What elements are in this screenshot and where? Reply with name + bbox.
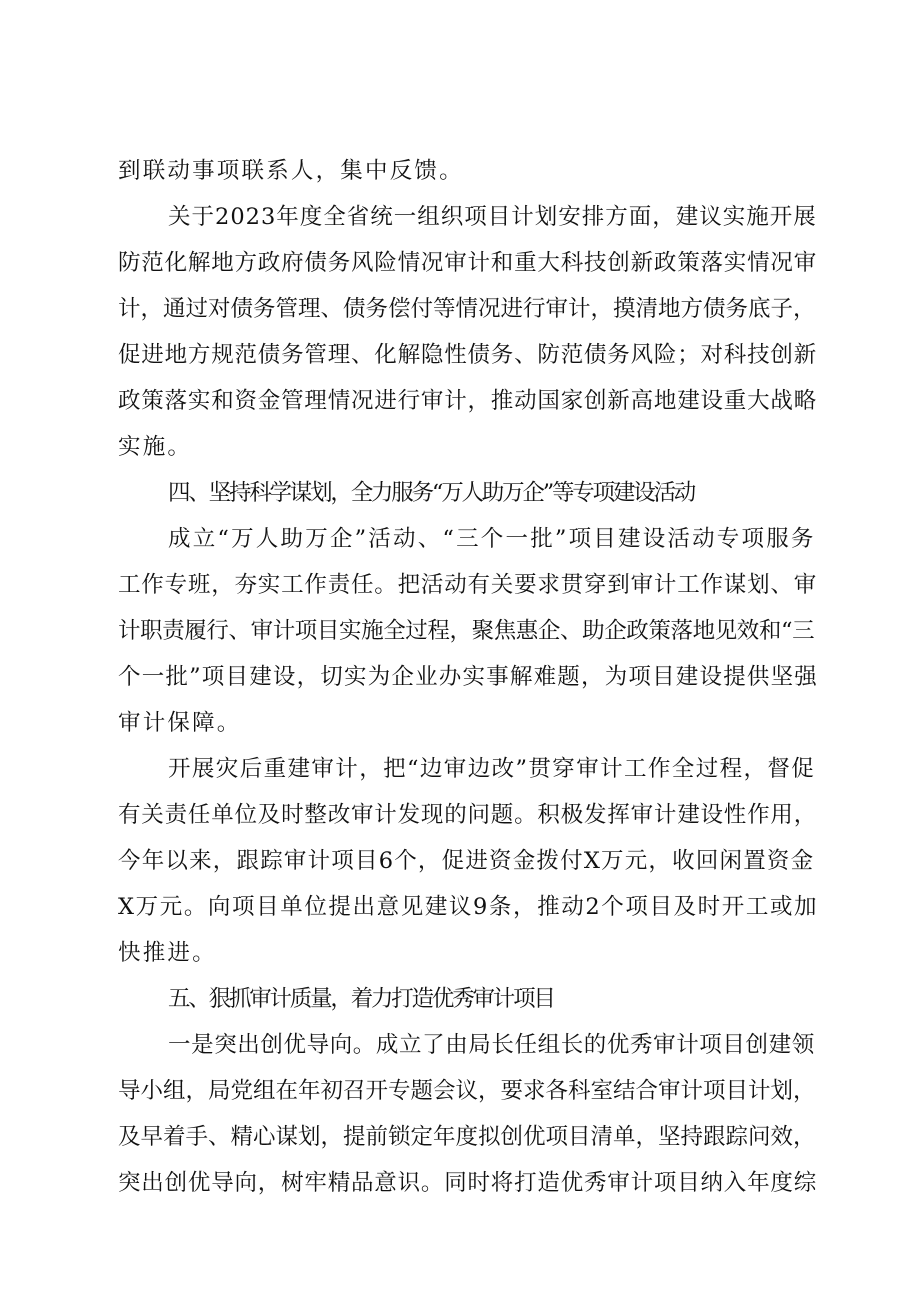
text-line: 实施。 [118, 434, 193, 460]
paragraph-start: 关于2023年度全省统一组织项目计划安排方面，建议实施开展 [168, 204, 817, 230]
text-line: 防范化解地方政府债务风险情况审计和重大科技创新政策落实情况审 [118, 250, 818, 276]
text-line: 计职责履行、审计项目实施全过程，聚焦惠企、助企政策落地见效和“三 [118, 618, 815, 644]
text-line: 快推进。 [118, 940, 217, 966]
text-line: 导小组，局党组在年初召开专题会议，要求各科室结合审计项目计划， [118, 1078, 816, 1104]
paragraph-start: 成立“万人助万企”活动、“三个一批”项目建设活动专项服务 [168, 526, 816, 552]
text-line: 审计保障。 [118, 710, 242, 736]
paragraph-start: 开展灾后重建审计，把“边审边改”贯穿审计工作全过程，督促 [168, 756, 816, 782]
text-line: X万元。向项目单位提出意见建议9条，推动2个项目及时开工或加 [118, 894, 819, 920]
text-line: 有关责任单位及时整改审计发现的问题。积极发挥审计建设性作用， [118, 802, 818, 828]
text-line: 及早着手、精心谋划，提前锁定年度拟创优项目清单，坚持跟踪问效， [118, 1124, 816, 1150]
text-line: 促进地方规范债务管理、化解隐性债务、防范债务风险；对科技创新 [118, 342, 818, 368]
text-line: 个一批”项目建设，切实为企业办实事解难题，为项目建设提供坚强 [118, 664, 819, 690]
text-line: 今年以来，跟踪审计项目6个，促进资金拨付X万元，收回闲置资金 [118, 848, 815, 874]
text-line: 突出创优导向，树牢精品意识。同时将打造优秀审计项目纳入年度综 [118, 1170, 818, 1196]
text-line: 工作专班，夯实工作责任。把活动有关要求贯穿到审计工作谋划、审 [118, 572, 818, 598]
text-line: 计，通过对债务管理、债务偿付等情况进行审计，摸清地方债务底子， [118, 296, 816, 322]
section-heading: 五、狠抓审计质量，着力打造优秀审计项目 [168, 986, 554, 1012]
section-heading: 四、坚持科学谋划，全力服务“万人助万企”等专项建设活动 [168, 480, 695, 506]
paragraph-start: 一是突出创优导向。成立了由局长任组长的优秀审计项目创建领 [168, 1032, 815, 1058]
text-line: 政策落实和资金管理情况进行审计，推动国家创新高地建设重大战略 [118, 388, 818, 414]
text-line: 到联动事项联系人，集中反馈。 [118, 158, 464, 184]
